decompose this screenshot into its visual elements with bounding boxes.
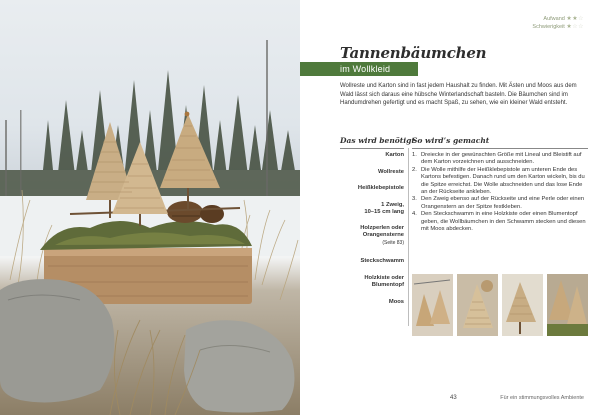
effort-rating xyxy=(532,15,584,23)
steps-list xyxy=(412,152,588,233)
step-photo-twig xyxy=(502,274,543,336)
material-item: Moos xyxy=(388,299,404,305)
steps-rule xyxy=(412,148,588,149)
materials-heading: Das wird benötigt xyxy=(340,136,415,145)
difficulty-rating xyxy=(532,15,584,31)
effort-stars-icon: ★★☆ xyxy=(566,16,584,22)
material-item: 1 Zweig, 10–15 cm lang xyxy=(364,202,404,216)
step-photo-wrapping xyxy=(457,274,498,336)
step-item: 2. Die Wolle mithilfe der Heißklebepistole am unteren Ende des Kartons befestigen. Danach rund um den Karton wickeln, bis du die Spitze erreichst. Die Wolle abschneiden und das lose Ende an der Rückseite ankleben. xyxy=(412,166,585,196)
material-item: Karton xyxy=(385,152,404,158)
materials-rule xyxy=(340,148,404,149)
steps-heading: So wird’s gemacht xyxy=(412,136,490,145)
material-item: Holzkiste oder Blumentopf xyxy=(364,275,404,289)
page-title: Tannenbäumchen xyxy=(340,44,487,62)
step-photo-cardboard xyxy=(412,274,453,336)
material-item: Heißklebepistole xyxy=(357,185,404,191)
step-item: 3. Den Zweig ebenso auf der Rückseite und eine Perle oder einen Orangenstern an der Spitze festkleben. xyxy=(412,196,585,210)
step-photos xyxy=(412,274,588,336)
difficulty-stars-icon: ★☆☆ xyxy=(566,24,584,30)
effort-label: Aufwand xyxy=(543,16,565,22)
column-divider xyxy=(408,148,409,326)
step-item: 1. Dreiecke in der gewünschten Größe mit Lineal und Bleistift auf dem Karton vorzeichnen und ausschneiden. xyxy=(412,152,582,166)
footer-chapter: Für ein stimmungsvolles Ambiente xyxy=(500,395,584,401)
difficulty-level xyxy=(532,23,584,31)
intro-paragraph: Wollreste und Karton sind in fast jedem Haushalt zu finden. Mit Ästen und Moos aus dem Wald lässt sich daraus eine hübsche Winterlandschaft basteln. Die Bäumchen sind im Handumdrehen gefertigt und es macht Spaß, zu sehen, wie ein kleiner Wald entsteht. xyxy=(340,83,577,107)
instruction-page xyxy=(300,0,600,415)
step-photo-finished xyxy=(547,274,588,336)
difficulty-label: Schwierigkeit xyxy=(532,24,565,30)
page-number: 43 xyxy=(450,395,457,401)
material-item: Wollreste xyxy=(378,169,404,175)
material-item: Holzperlen oder Orangensterne (Seite 83) xyxy=(360,225,404,246)
material-item: Steckschwamm xyxy=(360,258,404,264)
page-subtitle: im Wollkleid xyxy=(340,64,391,74)
step-item: 4. Den Steckschwamm in eine Holzkiste oder einen Blumentopf geben, die Wollbäumchen in den Schwamm stecken und diesen mit Moos abdecken. xyxy=(412,211,586,233)
